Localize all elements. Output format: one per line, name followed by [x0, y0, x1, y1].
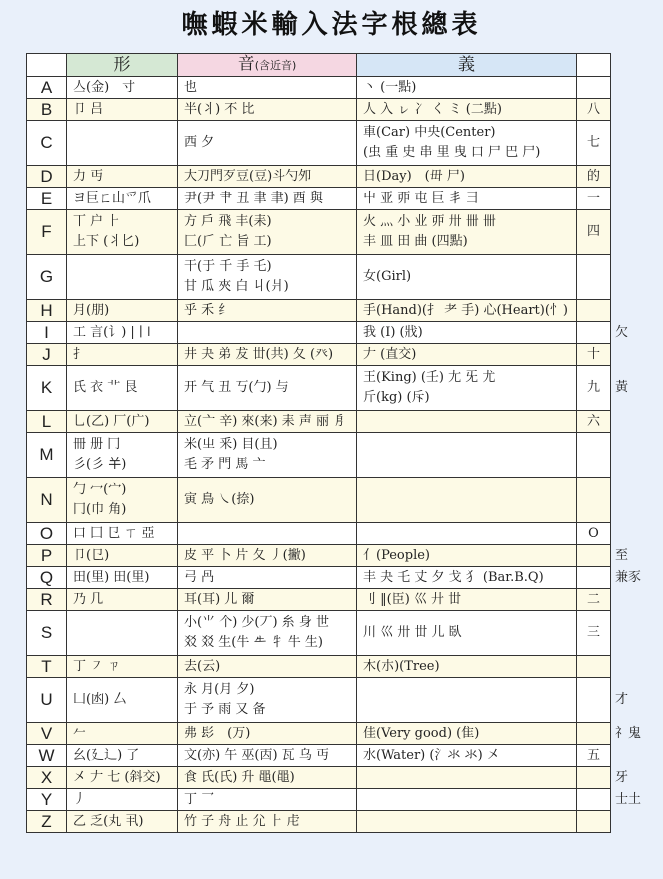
yin-line: 尹(尹 肀 丑 聿 聿) 酉 與 — [184, 190, 323, 206]
xing-line: 凵(凼) 厶 — [73, 692, 127, 707]
radical-table — [26, 53, 661, 833]
xing-line: 乚(乙) 厂(广) — [73, 413, 150, 429]
table-row-p — [27, 545, 661, 567]
key-letter: E — [27, 188, 67, 210]
yin-cell — [178, 589, 357, 611]
yi-cell — [357, 344, 577, 366]
yin-cell — [178, 723, 357, 745]
number-cell — [577, 545, 611, 567]
yin-line: 甘 瓜 夾 白 丩(爿) — [184, 279, 289, 294]
xing-line: 亼(金) 寸 — [73, 79, 136, 95]
yi-line: 火 灬 小 业 丣 卅 卌 卌 — [363, 214, 496, 229]
xing-line: 丁 ㇇ ㄗ — [73, 658, 121, 674]
xing-cell — [67, 767, 178, 789]
yi-line: 𠂇 (直交) — [363, 346, 417, 362]
yin-cell — [178, 523, 357, 545]
xing-cell — [67, 188, 178, 210]
yi-cell — [357, 121, 577, 166]
table-row-o — [27, 523, 661, 545]
side-note: 才 — [615, 692, 629, 707]
table-row-z — [27, 811, 661, 833]
yin-cell — [178, 77, 357, 99]
yi-cell — [357, 322, 577, 344]
key-letter: Q — [27, 567, 67, 589]
table-row-g — [27, 255, 661, 300]
side-note — [611, 77, 661, 99]
header-key — [27, 54, 67, 77]
xing-line: 扌 — [73, 346, 87, 362]
key-letter: G — [27, 255, 67, 300]
xing-line: 上下 (丬匕) — [73, 234, 140, 249]
xing-line: 冂(巾 角) — [73, 502, 127, 517]
xing-cell — [67, 255, 178, 300]
xing-cell — [67, 366, 178, 411]
xing-line: 口 囗 㔾 ㄒ 亞 — [73, 525, 155, 541]
side-note — [611, 589, 661, 611]
key-letter: M — [27, 433, 67, 478]
xing-line: 卩(㔾) — [73, 547, 110, 563]
table-row-k — [27, 366, 661, 411]
xing-cell — [67, 433, 178, 478]
yin-line: 文(亦) 午 巫(㐁) 瓦 乌 丏 — [184, 747, 329, 763]
number-cell — [577, 77, 611, 99]
key-letter: U — [27, 678, 67, 723]
side-note — [611, 188, 661, 210]
yin-cell — [178, 255, 357, 300]
table-row-i — [27, 322, 661, 344]
xing-cell — [67, 99, 178, 121]
xing-line: 勹 冖(宀) — [73, 482, 127, 497]
yin-cell — [178, 166, 357, 188]
yin-line: 立(亠 辛) 來(来) 耒 声 丽 㐆 — [184, 413, 347, 429]
key-letter: I — [27, 322, 67, 344]
table-row-a — [27, 77, 661, 99]
yin-line: 食 氏(氏) 升 黽(黽) — [184, 769, 295, 785]
yi-line: 王(King) (壬) 尢 旡 尤 — [363, 370, 496, 385]
yin-cell — [178, 411, 357, 433]
xing-line: 丿 — [73, 791, 87, 807]
xing-line: 氏 衣 ⻀ 艮 — [73, 380, 138, 395]
side-note — [611, 478, 661, 523]
table-row-h — [27, 300, 661, 322]
key-letter: X — [27, 767, 67, 789]
side-note: 欠 — [615, 324, 629, 340]
key-letter: O — [27, 523, 67, 545]
number-cell — [577, 656, 611, 678]
side-note: 至 — [615, 547, 629, 563]
number-cell: 八 — [577, 99, 611, 121]
yi-line: 人 入 ㇾ 冫 く ミ (二點) — [363, 101, 502, 117]
key-letter: D — [27, 166, 67, 188]
side-note: 礻鬼 — [615, 725, 642, 741]
table-row-t — [27, 656, 661, 678]
yin-line: 㸚 㸚 生(牛 𠂒 牜 牛 生) — [184, 635, 323, 650]
number-cell: 十 — [577, 344, 611, 366]
xing-line: 卩 吕 — [73, 101, 104, 117]
yi-cell — [357, 811, 577, 833]
yi-cell — [357, 589, 577, 611]
yin-cell — [178, 344, 357, 366]
xing-cell — [67, 567, 178, 589]
number-cell: 一 — [577, 188, 611, 210]
key-letter: N — [27, 478, 67, 523]
yi-line: 手(Hand)(扌 耂 手) 心(Heart)(忄) — [363, 302, 568, 318]
xing-cell — [67, 344, 178, 366]
side-note — [611, 411, 661, 433]
key-letter: B — [27, 99, 67, 121]
yi-line: 丶 (一點) — [363, 79, 417, 95]
xing-cell — [67, 300, 178, 322]
xing-line: 彡(彡 𢆉) — [73, 457, 127, 472]
key-letter: J — [27, 344, 67, 366]
yi-cell — [357, 767, 577, 789]
yin-line: 井 夬 弟 犮 丗(共) 夂 (癶) — [184, 346, 334, 362]
yi-cell — [357, 99, 577, 121]
yi-cell — [357, 523, 577, 545]
number-cell: 七 — [577, 121, 611, 166]
yi-cell — [357, 789, 577, 811]
number-cell: 六 — [577, 411, 611, 433]
table-row-x — [27, 767, 661, 789]
yin-line: 半(丬) 不 比 — [184, 101, 255, 117]
key-letter: K — [27, 366, 67, 411]
yin-cell — [178, 745, 357, 767]
yi-line: 川 巛 卅 丗 儿 臥 — [363, 625, 462, 640]
table-row-w — [27, 745, 661, 767]
table-row-j — [27, 344, 661, 366]
xing-line: 幺(廴辶) 了 — [73, 747, 140, 763]
side-note: 牙 — [615, 769, 629, 785]
side-note — [611, 121, 661, 166]
xing-cell — [67, 811, 178, 833]
side-note — [611, 344, 661, 366]
table-row-c — [27, 121, 661, 166]
number-cell — [577, 811, 611, 833]
yi-line: 屮 亚 丣 屯 巨 丯 彐 — [363, 190, 479, 206]
yin-line: 耳(耳) 儿 爾 — [184, 591, 255, 607]
side-note — [611, 811, 661, 833]
key-letter: F — [27, 210, 67, 255]
table-row-e — [27, 188, 661, 210]
number-cell: 二 — [577, 589, 611, 611]
xing-cell — [67, 210, 178, 255]
side-note — [611, 611, 661, 656]
table-row-d — [27, 166, 661, 188]
yin-line: 小(⺌ 个) 少(丆) 糸 身 世 — [184, 615, 329, 630]
number-cell: 五 — [577, 745, 611, 767]
header-row — [27, 54, 661, 77]
yin-cell — [178, 478, 357, 523]
yi-cell — [357, 567, 577, 589]
yin-cell — [178, 811, 357, 833]
xing-cell — [67, 589, 178, 611]
yin-cell — [178, 188, 357, 210]
key-letter: C — [27, 121, 67, 166]
xing-cell — [67, 322, 178, 344]
side-note — [611, 99, 661, 121]
yin-line: 开 气 丑 丂(勹) 与 — [184, 380, 289, 395]
table-row-b — [27, 99, 661, 121]
yi-cell — [357, 433, 577, 478]
number-cell — [577, 478, 611, 523]
xing-cell — [67, 478, 178, 523]
xing-cell — [67, 77, 178, 99]
number-cell — [577, 255, 611, 300]
yin-cell — [178, 322, 357, 344]
xing-line: 𠂉 — [73, 725, 87, 741]
key-letter: H — [27, 300, 67, 322]
key-letter: Z — [27, 811, 67, 833]
side-note: 黃 — [615, 380, 629, 395]
yin-line: 弓 冎 — [184, 569, 215, 585]
yi-cell — [357, 656, 577, 678]
header-side — [611, 54, 661, 77]
header-num — [577, 54, 611, 77]
number-cell: O — [577, 523, 611, 545]
xing-cell — [67, 166, 178, 188]
xing-cell — [67, 121, 178, 166]
yin-cell — [178, 210, 357, 255]
yin-line: 大刀門歹豆(豆)斗勺夘 — [184, 168, 312, 184]
table-row-v — [27, 723, 661, 745]
number-cell — [577, 322, 611, 344]
yi-cell — [357, 166, 577, 188]
key-letter: S — [27, 611, 67, 656]
number-cell — [577, 678, 611, 723]
xing-cell — [67, 523, 178, 545]
number-cell: 的 — [577, 166, 611, 188]
yi-line: 丰 皿 田 曲 (四點) — [363, 234, 468, 249]
number-cell — [577, 789, 611, 811]
yi-line: 我 (I) (戕) — [363, 324, 423, 340]
yi-cell — [357, 745, 577, 767]
yi-line: 日(Day) (毌 尸) — [363, 168, 465, 184]
yin-line: 皮 平 卜 片 夂 丿(撇) — [184, 547, 306, 563]
header-yin-label: 音 — [237, 54, 255, 74]
header-yi: 義 — [357, 54, 577, 77]
number-cell: 九 — [577, 366, 611, 411]
table-row-m — [27, 433, 661, 478]
yin-line: 方 戶 飛 丰(耒) — [184, 214, 272, 229]
number-cell — [577, 723, 611, 745]
yi-cell — [357, 723, 577, 745]
side-note — [611, 745, 661, 767]
yi-line: 水(Water) (氵氺 氺) 㐅 — [363, 747, 500, 763]
yin-line: 永 月(月 夕) — [184, 682, 255, 697]
yi-line: 木(朩)(Tree) — [363, 658, 440, 674]
table-row-s — [27, 611, 661, 656]
yi-cell — [357, 366, 577, 411]
key-letter: T — [27, 656, 67, 678]
key-letter: V — [27, 723, 67, 745]
yin-line: 西 夕 — [184, 135, 215, 150]
yi-line: 丰 夬 乇 丈 夕 戈 犭 (Bar.B.Q) — [363, 569, 544, 585]
table-row-f — [27, 210, 661, 255]
key-letter: R — [27, 589, 67, 611]
xing-cell — [67, 656, 178, 678]
side-note — [611, 210, 661, 255]
key-letter: P — [27, 545, 67, 567]
side-note: 士土 — [615, 791, 642, 807]
yi-line: (虫 重 史 串 里 曳 口 尸 巴 尸) — [363, 145, 541, 160]
xing-cell — [67, 723, 178, 745]
side-note — [611, 166, 661, 188]
yin-line: 干(于 千 手 乇) — [184, 259, 272, 274]
yi-cell — [357, 411, 577, 433]
yin-cell — [178, 545, 357, 567]
yin-line: 丁 乛 — [184, 791, 215, 807]
yin-cell — [178, 611, 357, 656]
side-note — [611, 433, 661, 478]
yi-cell — [357, 678, 577, 723]
table-row-q — [27, 567, 661, 589]
xing-cell — [67, 545, 178, 567]
yi-cell — [357, 478, 577, 523]
side-note — [611, 255, 661, 300]
side-note — [611, 523, 661, 545]
yi-line: 斤(kg) (斥) — [363, 390, 430, 405]
yi-cell — [357, 255, 577, 300]
key-letter: W — [27, 745, 67, 767]
yin-cell — [178, 656, 357, 678]
table-row-r — [27, 589, 661, 611]
key-letter: Y — [27, 789, 67, 811]
xing-line: 工 言(讠) | ∣ ǀ — [73, 324, 151, 340]
yin-cell — [178, 300, 357, 322]
header-xing: 形 — [67, 54, 178, 77]
number-cell — [577, 567, 611, 589]
header-yin — [178, 54, 357, 77]
yin-line: 也 — [184, 79, 198, 95]
yin-cell — [178, 567, 357, 589]
yi-cell — [357, 300, 577, 322]
yin-line: 乎 禾 纟 — [184, 302, 232, 318]
yin-cell — [178, 767, 357, 789]
yi-cell — [357, 611, 577, 656]
xing-cell — [67, 411, 178, 433]
xing-line: 乙 乏(丸 丮) — [73, 813, 144, 829]
xing-cell — [67, 611, 178, 656]
table-row-n — [27, 478, 661, 523]
yi-line: 亻(People) — [363, 547, 430, 563]
xing-line: ヨ巨ㄈ山爫爪 — [73, 190, 152, 206]
xing-line: 月(朋) — [73, 302, 110, 318]
yin-line: 寅 鳥 ㇏(捺) — [184, 492, 255, 507]
number-cell: 三 — [577, 611, 611, 656]
yin-cell — [178, 366, 357, 411]
xing-cell — [67, 789, 178, 811]
side-note: 兼豕 — [615, 569, 642, 585]
table-row-l — [27, 411, 661, 433]
yi-cell — [357, 188, 577, 210]
number-cell — [577, 767, 611, 789]
key-letter: A — [27, 77, 67, 99]
number-cell — [577, 433, 611, 478]
table-row-y — [27, 789, 661, 811]
yin-cell — [178, 678, 357, 723]
yin-line: 匚(𠂆 亡 旨 工) — [184, 234, 272, 249]
xing-line: 丅 户 ⺊ — [73, 214, 121, 229]
yi-cell — [357, 545, 577, 567]
number-cell: 四 — [577, 210, 611, 255]
xing-line: 冊 册 冂 — [73, 437, 121, 452]
xing-line: 力 丏 — [73, 168, 104, 184]
xing-cell — [67, 678, 178, 723]
page-title: 嘸蝦米輸入法字根總表 — [181, 10, 482, 40]
yin-line: 弗 髟 (万) — [184, 725, 251, 741]
yin-cell — [178, 99, 357, 121]
yin-cell — [178, 433, 357, 478]
side-note — [611, 300, 661, 322]
yi-line: 刂 ‖(臣) 巛 廾 丗 — [363, 591, 462, 607]
xing-line: 㐅 𠂇 七 (斜交) — [73, 769, 161, 785]
yi-line: 女(Girl) — [363, 269, 412, 284]
yi-line: 車(Car) 中央(Center) — [363, 125, 496, 140]
yi-line: 佳(Very good) (隹) — [363, 725, 480, 741]
yi-cell — [357, 77, 577, 99]
key-letter: L — [27, 411, 67, 433]
yin-cell — [178, 789, 357, 811]
yin-line: 毛 矛 門 馬 亠 — [184, 457, 266, 472]
yin-line: 去(云) — [184, 658, 221, 674]
number-cell — [577, 300, 611, 322]
xing-cell — [67, 745, 178, 767]
xing-line: 乃 几 — [73, 591, 104, 607]
yi-cell — [357, 210, 577, 255]
yin-cell — [178, 121, 357, 166]
yin-line: 米(㞢 釆) 目(且) — [184, 437, 278, 452]
table-row-u — [27, 678, 661, 723]
yin-line: 竹 子 舟 止 尣 ⺊ 虍 — [184, 813, 300, 829]
yin-line: 于 予 雨 又 备 — [184, 702, 266, 717]
header-yin-note: (含近音) — [254, 59, 297, 72]
xing-line: 田(里) 田(里) — [73, 569, 150, 585]
side-note — [611, 656, 661, 678]
